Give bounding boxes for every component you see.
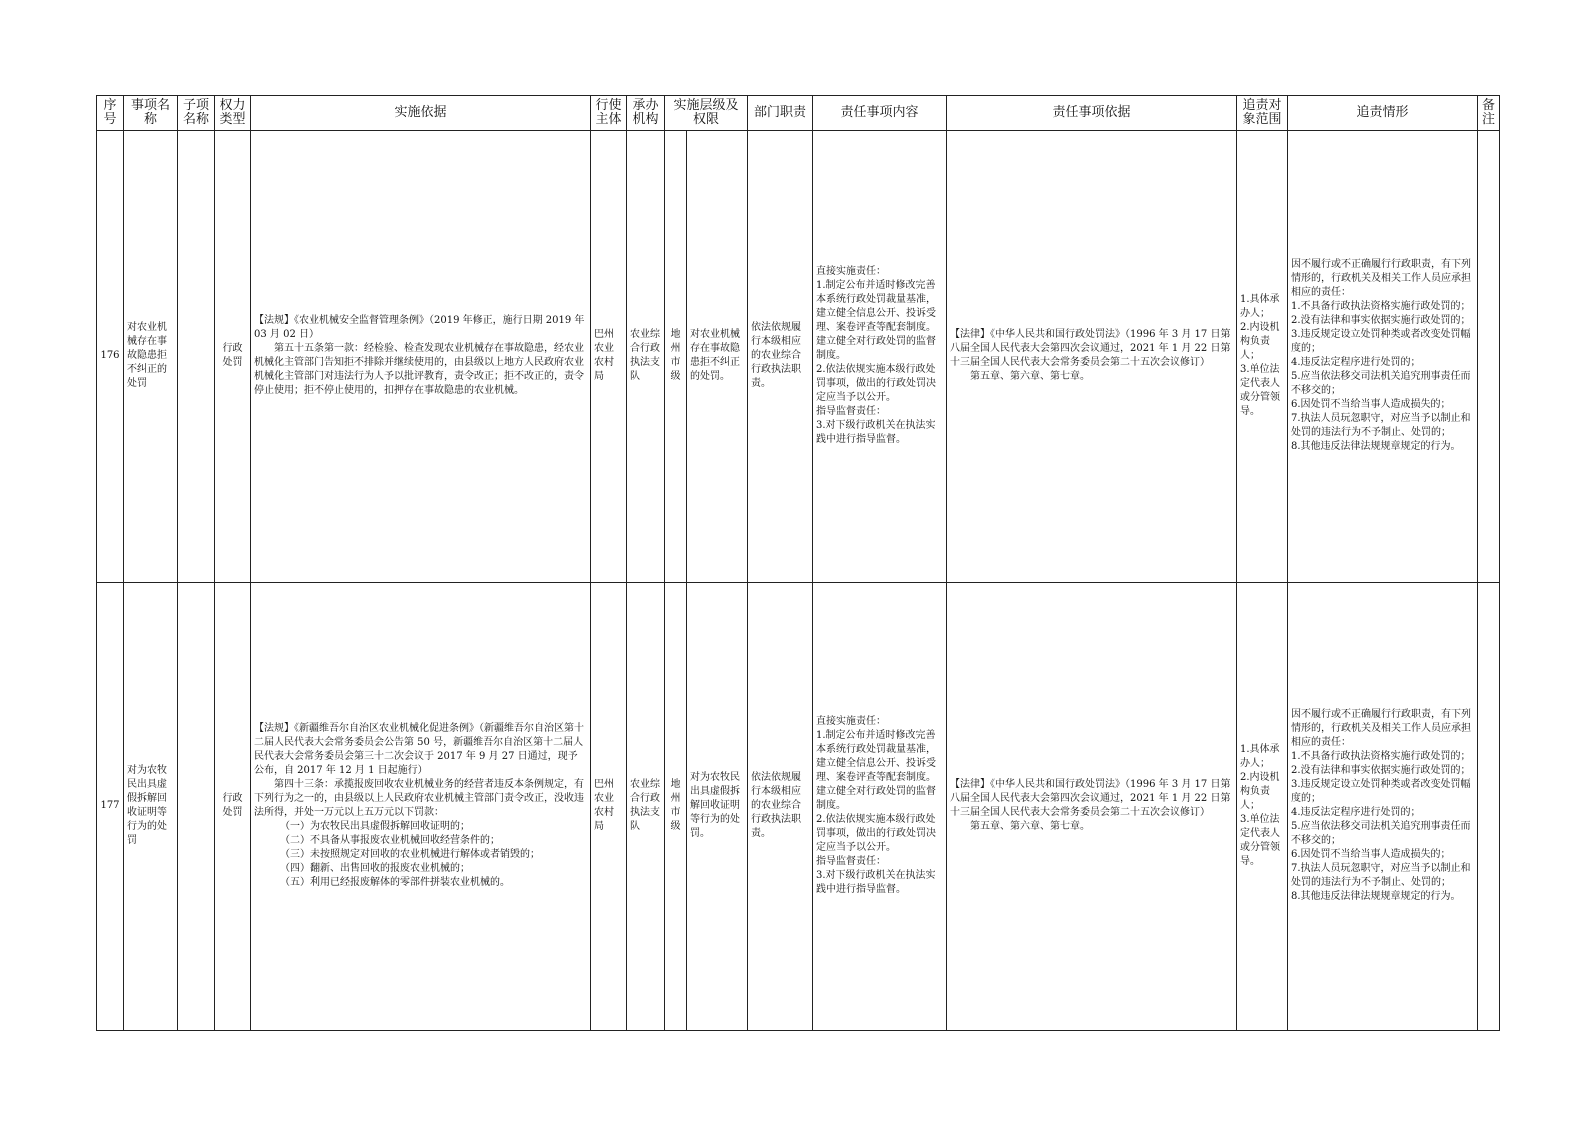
header-power-type: 权力类型 bbox=[215, 96, 251, 131]
row-level-scope: 对为农牧民出具虚假拆解回收证明等行为的处罚。 bbox=[687, 582, 748, 1031]
resp-basis-heading: 【法律】《中华人民共和国行政处罚法》（1996 年 3 月 17 日第八届全国人民代表大会第四次会议通过，2021 年 1 月 22 日第十三届全国人民代表大会常务委员会第二十五次会议修订） bbox=[950, 779, 1231, 819]
row-sub-item bbox=[178, 582, 215, 1031]
row-remark bbox=[1478, 131, 1500, 583]
header-remark: 备注 bbox=[1478, 96, 1500, 131]
row-duty: 依法依规履行本级相应的农业综合行政执法职责。 bbox=[748, 582, 813, 1031]
row-duty: 依法依规履行本级相应的农业综合行政执法职责。 bbox=[748, 131, 813, 583]
row-subject: 巴州农业农村局 bbox=[591, 131, 627, 583]
header-sub-item: 子项名称 bbox=[178, 96, 215, 131]
header-basis: 实施依据 bbox=[251, 96, 591, 131]
row-subject: 巴州农业农村局 bbox=[591, 582, 627, 1031]
basis-list-item: （三）未按照规定对回收的农业机械进行解体或者销毁的； bbox=[280, 849, 540, 861]
header-level: 实施层级及权限 bbox=[665, 96, 748, 131]
row-basis bbox=[251, 582, 591, 1031]
row-basis bbox=[251, 131, 591, 583]
level-text: 地州市级 bbox=[670, 779, 681, 833]
resp-basis-heading: 【法律】《中华人民共和国行政处罚法》（1996 年 3 月 17 日第八届全国人民代表大会第四次会议通过，2021 年 1 月 22 日第十三届全国人民代表大会常务委员会第二十五次会议修订） bbox=[950, 329, 1231, 369]
row-resp-content: 直接实施责任： 1.制定公布并适时修改完善本系统行政处罚裁量基准，建立健全信息公开、投诉受理、案卷评查等配套制度。建立健全对行政处罚的监督制度。 2.依法依规实施本级行政处罚事项，做出的行政处罚决定应当予以公开。 指导监督责任： 3.对下级行政机关在执法实践中进行指导监督。 bbox=[813, 131, 947, 583]
row-level-scope: 对农业机械存在事故隐患拒不纠正的处罚。 bbox=[687, 131, 748, 583]
row-level bbox=[665, 582, 687, 1031]
row-seq: 176 bbox=[97, 131, 124, 583]
resp-basis-chapters: 第五章、第六章、第七章。 bbox=[970, 371, 1091, 383]
row-scope: 1.具体承办人； 2.内设机构负责人； 3.单位法定代表人或分管领导。 bbox=[1237, 131, 1288, 583]
row-resp-basis bbox=[947, 582, 1237, 1031]
basis-list-item: （二）不具备从事报废农业机械回收经营条件的； bbox=[280, 835, 500, 847]
header-situation: 追责情形 bbox=[1288, 96, 1478, 131]
header-resp-content: 责任事项内容 bbox=[813, 96, 947, 131]
resp-basis-chapters: 第五章、第六章、第七章。 bbox=[970, 821, 1091, 833]
basis-list-item: （一）为农牧民出具虚假拆解回收证明的； bbox=[280, 821, 470, 833]
row-remark bbox=[1478, 582, 1500, 1031]
row-resp-basis bbox=[947, 131, 1237, 583]
basis-heading: 【法规】《新疆维吾尔自治区农业机械化促进条例》（新疆维吾尔自治区第十二届人民代表大会常务委员会公告第 50 号，新疆维吾尔自治区第十二届人民代表大会常务委员会第三十二次会议于 2017 年 9 月 27 日通过，现予公布，自 2017 年 12 月 1 日起施行） bbox=[254, 723, 584, 777]
row-sub-item bbox=[178, 131, 215, 583]
header-duty: 部门职责 bbox=[748, 96, 813, 131]
table-row bbox=[97, 131, 1500, 583]
basis-list-item: （四）翻新、出售回收的报废农业机械的； bbox=[280, 863, 470, 875]
header-agency: 承办机构 bbox=[627, 96, 665, 131]
header-resp-basis: 责任事项依据 bbox=[947, 96, 1237, 131]
row-agency: 农业综合行政执法支队 bbox=[627, 582, 665, 1031]
row-agency: 农业综合行政执法支队 bbox=[627, 131, 665, 583]
table-row bbox=[97, 582, 1500, 1031]
header-scope: 追责对象范围 bbox=[1237, 96, 1288, 131]
basis-article: 第四十三条：承揽报废回收农业机械业务的经营者违反本条例规定，有下列行为之一的，由县级以上人民政府农业机械主管部门责令改正，没收违法所得，并处一万元以上五万元以下罚款： bbox=[254, 779, 584, 819]
row-situation: 因不履行或不正确履行行政职责，有下列情形的，行政机关及相关工作人员应承担相应的责任： 1.不具备行政执法资格实施行政处罚的； 2.没有法律和事实依据实施行政处罚的； 3.违反规定设立处罚种类或者改变处罚幅度的； 4.违反法定程序进行处罚的； 5.应当依法移交司法机关追究刑事责任而不移交的； 6.因处罚不当给当事人造成损失的； 7.执法人员玩忽职守，对应当予以制止和处罚的违法行为不予制止、处罚的； 8.其他违反法律法规规章规定的行为。 bbox=[1288, 131, 1478, 583]
basis-list-item: （五）利用已经报废解体的零部件拼装农业机械的。 bbox=[280, 877, 510, 889]
row-power-type: 行政处罚 bbox=[215, 582, 251, 1031]
header-item-name: 事项名称 bbox=[124, 96, 178, 131]
basis-heading: 【法规】《农业机械安全监督管理条例》（2019 年修正，施行日期 2019 年 03 月 02 日） bbox=[254, 315, 585, 341]
row-situation: 因不履行或不正确履行行政职责，有下列情形的，行政机关及相关工作人员应承担相应的责任： 1.不具备行政执法资格实施行政处罚的； 2.没有法律和事实依据实施行政处罚的； 3.违反规定设立处罚种类或者改变处罚幅度的； 4.违反法定程序进行处罚的； 5.应当依法移交司法机关追究刑事责任而不移交的； 6.因处罚不当给当事人造成损失的； 7.执法人员玩忽职守，对应当予以制止和处罚的违法行为不予制止、处罚的； 8.其他违反法律法规规章规定的行为。 bbox=[1288, 582, 1478, 1031]
row-power-type: 行政处罚 bbox=[215, 131, 251, 583]
row-level bbox=[665, 131, 687, 583]
row-seq: 177 bbox=[97, 582, 124, 1031]
power-list-table bbox=[96, 95, 1500, 1031]
row-resp-content: 直接实施责任： 1.制定公布并适时修改完善本系统行政处罚裁量基准，建立健全信息公开、投诉受理、案卷评查等配套制度。建立健全对行政处罚的监督制度。 2.依法依规实施本级行政处罚事项，做出的行政处罚决定应当予以公开。 指导监督责任： 3.对下级行政机关在执法实践中进行指导监督。 bbox=[813, 582, 947, 1031]
header-seq: 序号 bbox=[97, 96, 124, 131]
level-text: 地州市级 bbox=[670, 329, 681, 383]
row-item-name: 对为农牧民出具虚假拆解回收证明等行为的处罚 bbox=[124, 582, 178, 1031]
basis-article: 第五十五条第一款：经检验、检查发现农业机械存在事故隐患，经农业机械化主管部门告知拒不排除并继续使用的，由县级以上地方人民政府农业机械化主管部门对违法行为人予以批评教育，责令改正；拒不改正的，责令停止使用；拒不停止使用的，扣押存在事故隐患的农业机械。 bbox=[254, 343, 584, 397]
header-subject: 行使主体 bbox=[591, 96, 627, 131]
header-row bbox=[97, 96, 1500, 131]
row-scope: 1.具体承办人； 2.内设机构负责人； 3.单位法定代表人或分管领导。 bbox=[1237, 582, 1288, 1031]
row-item-name: 对农业机械存在事故隐患拒不纠正的处罚 bbox=[124, 131, 178, 583]
